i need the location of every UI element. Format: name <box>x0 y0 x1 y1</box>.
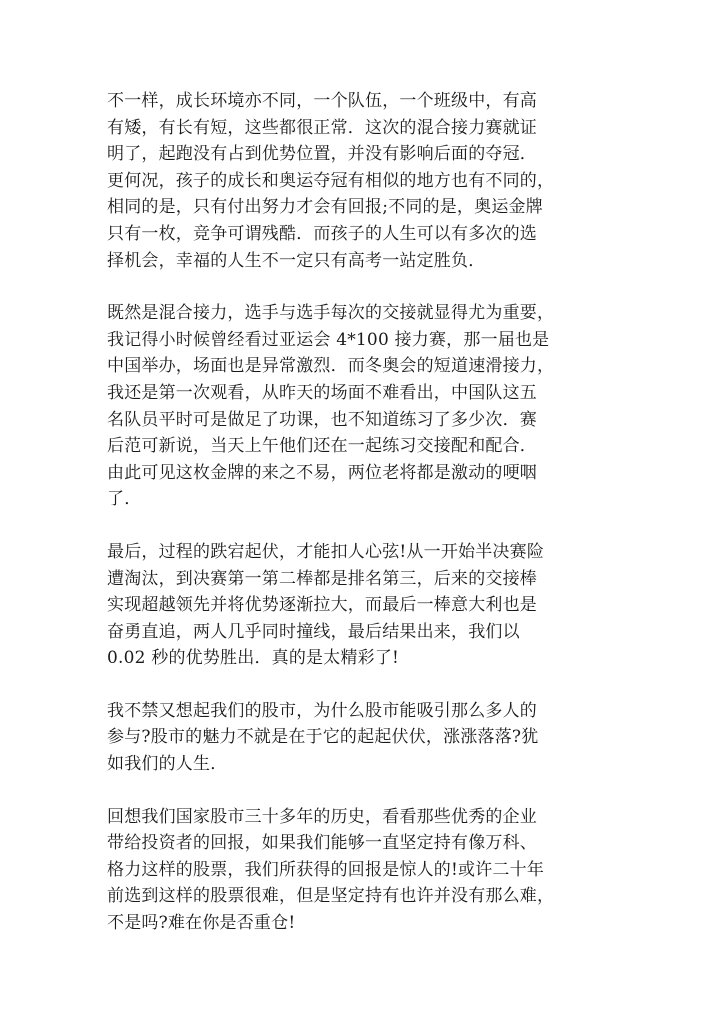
text-line: 中国举办，场面也是异常激烈．而冬奥会的短道速滑接力， <box>107 356 555 377</box>
text-line: 更何况，孩子的成长和奥运夺冠有相似的地方也有不同的， <box>107 170 555 191</box>
text-line: 明了，起跑没有占到优势位置，并没有影响后面的夺冠． <box>107 144 537 165</box>
text-line: 后范可新说，当天上午他们还在一起练习交接配和配合． <box>107 436 537 457</box>
text-line: 名队员平时可是做足了功课，也不知道练习了多少次．赛 <box>107 409 537 430</box>
text-line: 最后，过程的跌宕起伏，才能扣人心弦!从一开始半决赛险 <box>107 541 545 562</box>
text-line: 实现超越领先并将优势逐渐拉大，而最后一棒意大利也是 <box>107 595 537 616</box>
paragraph-3 <box>107 539 619 672</box>
text-line: 带给投资者的回报，如果我们能够一直坚定持有像万科、 <box>107 833 537 854</box>
text-line: 参与?股市的魅力不就是在于它的起起伏伏，涨涨落落?犹 <box>107 727 539 748</box>
text-line: 不是吗?难在你是否重仓! <box>107 913 296 934</box>
text-line: 由此可见这枚金牌的来之不易，两位老将都是激动的哽咽 <box>107 462 537 483</box>
paragraph-2 <box>107 300 619 513</box>
text-line: 只有一枚，竞争可谓残酷．而孩子的人生可以有多次的选 <box>107 223 537 244</box>
text-line: 不一样，成长环境亦不同，一个队伍，一个班级中，有高 <box>107 91 537 111</box>
text-line: 格力这样的股票，我们所获得的回报是惊人的!或许二十年 <box>107 859 545 880</box>
paragraph-5 <box>107 804 619 937</box>
text-line: 有矮，有长有短，这些都很正常．这次的混合接力赛就证 <box>107 117 537 138</box>
text-line: 我不禁又想起我们的股市，为什么股市能吸引那么多人的 <box>107 700 537 721</box>
text-line: 0.02 秒的优势胜出．真的是太精彩了! <box>107 648 400 669</box>
text-line: 相同的是，只有付出努力才会有回报;不同的是，奥运金牌 <box>107 197 543 218</box>
document-body <box>107 88 619 963</box>
text-line: 我还是第一次观看，从昨天的场面不难看出，中国队这五 <box>107 382 537 403</box>
text-line: 既然是混合接力，选手与选手每次的交接就显得尤为重要， <box>107 303 555 324</box>
text-line: 如我们的人生． <box>107 754 228 775</box>
text-line: 遭淘汰，到决赛第一第二棒都是排名第三，后来的交接棒 <box>107 568 537 589</box>
text-line: 择机会，幸福的人生不一定只有高考一站定胜负． <box>107 250 486 271</box>
text-line: 回想我们国家股市三十多年的历史，看看那些优秀的企业 <box>107 806 537 827</box>
text-line: 了． <box>107 489 142 510</box>
paragraph-1 <box>107 88 619 274</box>
paragraph-4 <box>107 698 619 778</box>
text-line: 我记得小时候曾经看过亚运会 4*100 接力赛，那一届也是 <box>107 329 550 350</box>
text-line: 奋勇直追，两人几乎同时撞线，最后结果出来，我们以 <box>107 621 520 642</box>
text-line: 前选到这样的股票很难，但是坚定持有也许并没有那么难， <box>107 886 555 907</box>
